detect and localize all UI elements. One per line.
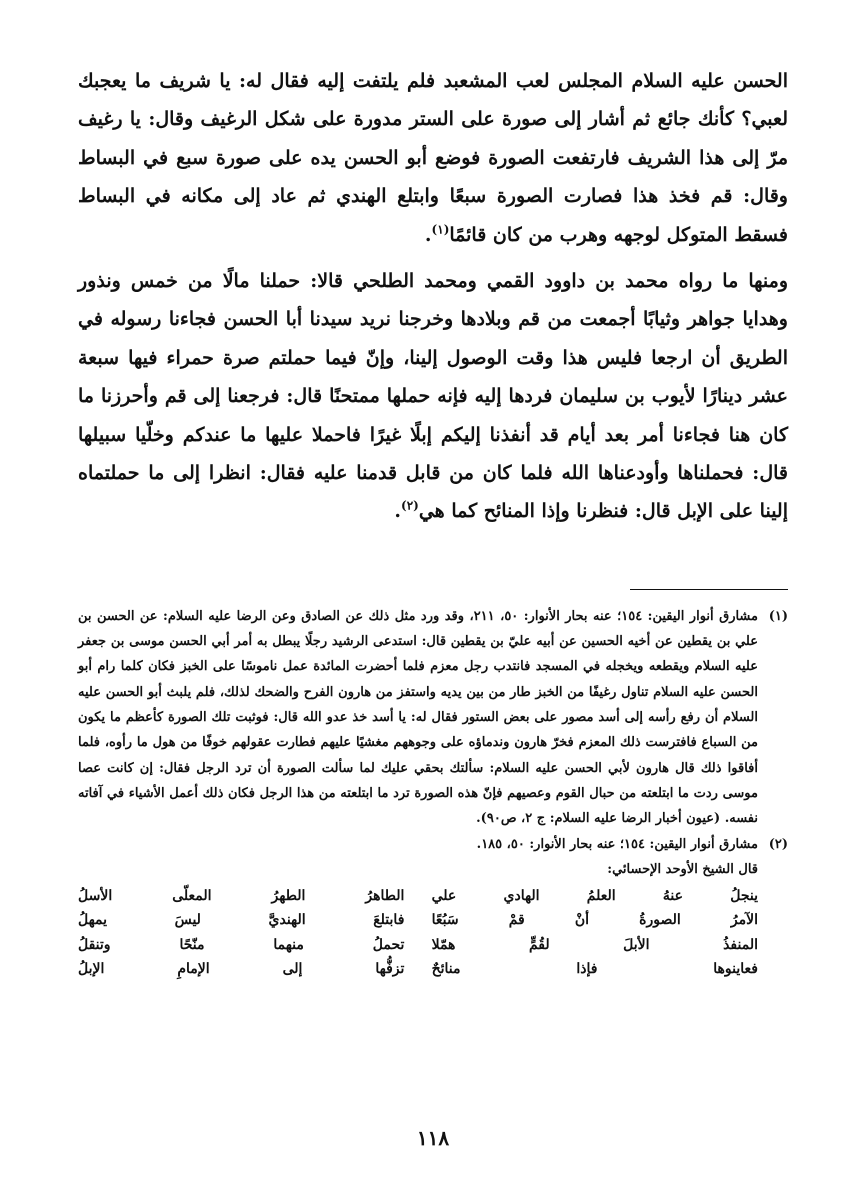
verse-4-first-hemistich: فعاينوها فإذا منائحٌ — [431, 961, 758, 978]
poem-verse-4 — [78, 957, 758, 982]
poem-verse-1 — [78, 884, 758, 909]
paragraph-1-text: الحسن عليه السلام المجلس لعب المشعبد فلم يلتفت إليه فقال له: يا شريف ما يعجبك لعبي؟ كأنك جائع ثم أشار إلى صورة على الستر مدورة على شكل الرغيف وقال: يا رغيف مرّ إلى هذا الشريف فارتفعت الصورة فوضع أبو الحسن يده على صورة سبع في البساط وقال: قم فخذ هذا فصارت الصورة سبعًا وابتلع الهندي ثم عاد إلى مكانه في البساط فسقط المتوكل لوجهه وهرب من كان قائمًا — [78, 70, 788, 246]
footnote-1-number: (١) — [768, 608, 788, 624]
poem-verse-3 — [78, 933, 758, 958]
poem-heading: قال الشيخ الأوحد الإحسائي: — [607, 861, 758, 877]
poem — [78, 884, 788, 982]
verse-1-first-hemistich: ينجلُ عنهُ العلمُ الهادي علي — [431, 887, 758, 904]
verse-2-second-hemistich: فابتلعَ الهنديَّ ليسَ يمهلُ — [78, 912, 405, 929]
footnote-2 — [78, 832, 788, 857]
poem-verse-2 — [78, 908, 758, 933]
footnote-1-text: مشارق أنوار اليقين: ١٥٤؛ عنه بحار الأنوار: ٥٠، ٢١١، وقد ورد مثل ذلك عن الصادق وعن الرضا عليه السلام: عن الحسن بن علي بن يقطين عن أخيه الحسين عن أبيه عليّ بن يقطين قال: استدعى الرشيد رجلًا يبطل به أمر أبي الحسن موسى بن جعفر عليه السلام ويقطعه ويخجله في المسجد فانتدب رجل معزم فلما أحضرت المائدة عمل ناموسًا على الخبز فكان كلما رام أبو الحسن عليه السلام تناول رغيفًا من الخبز طار من بين يديه واستفز من هارون الفرح والضحك لذلك، فلم يلبث أبو الحسن عليه السلام أن رفع رأسه إلى أسد مصور على بعض الستور فقال له: يا أسد خذ عدو الله قال: فوثبت تلك الصورة كأعظم ما يكون من السباع فافترست ذلك المعزم فخرّ هارون وندماؤه على وجوههم مغشيًا عليهم فطارت عقولهم خوفًا من هول ما رأوه، فلما أفاقوا ذلك قال هارون لأبي الحسن عليه السلام: سألتك بحقي عليك لما سألت الصورة أن ترد الرجل فقال: إن كانت عصا موسى ردت ما ابتلعته من حبال القوم وعصيهم فإنّ هذه الصورة ترد ما ابتلعته من هذا الرجل فكان ذلك أعمل الأشياء في آفاته نفسه. (عيون أخبار الرضا عليه السلام: ج ٢، ص٩٠). — [78, 608, 758, 827]
footnote-ref-1[interactable]: (١) — [431, 222, 450, 237]
footnotes — [78, 604, 788, 982]
footnote-2-number: (٢) — [768, 836, 788, 852]
verse-2-first-hemistich: الآمرُ الصورةُ أنْ قمْ سَبُعًا — [431, 912, 758, 929]
footnote-2-text: مشارق أنوار اليقين: ١٥٤؛ عنه بحار الأنوار: ٥٠، ١٨٥. — [476, 836, 758, 852]
verse-3-first-hemistich: المنفذُ الأبلَ لقُمٍّ همّلا — [431, 936, 758, 953]
verse-1-second-hemistich: الطاهرُ الطهرُ المعلّى الأسلُ — [78, 887, 405, 904]
verse-3-second-hemistich: تحملُ منهما منّحًا وتنقلُ — [78, 936, 405, 953]
paragraph-1-end: . — [424, 223, 432, 246]
footnote-1 — [78, 604, 788, 832]
footnote-separator — [630, 589, 788, 590]
paragraph-2-text: ومنها ما رواه محمد بن داوود القمي ومحمد الطلحي قالا: حملنا مالًا من خمس ونذور وهدايا جواهر وثيابًا أجمعت من قم وبلادها وخرجنا نريد سيدنا أبا الحسن فجاءنا رسوله في الطريق أن ارجعا فليس هذا وقت الوصول إلينا، وإنّ فيما حملتم صرة حمراء فيها سبعة عشر دينارًا لأيوب بن سليمان فردها إليه فإنه حملها ممتحنًا قال: فرجعنا إلى قم وأحرزنا ما كان هنا فجاءنا أمر بعد أيام قد أنفذنا إليكم إبلًا غيرًا فاحملا عليها ما عندكم وخلّيا سبيلها قال: فحملناها وأودعناها الله فلما كان من قابل قدمنا عليه فقال: انظرا إلى ما حملتماه إلينا على الإبل قال: فنظرنا وإذا المنائح كما هي — [78, 270, 788, 523]
body-paragraph-1 — [78, 62, 788, 254]
body-paragraph-2 — [78, 262, 788, 531]
footnote-ref-2[interactable]: (٢) — [401, 499, 419, 514]
verse-4-second-hemistich: تزفُّها إلى الإمامِ الإبلُ — [78, 961, 405, 978]
paragraph-2-end: . — [394, 500, 402, 523]
page-number: ١١٨ — [416, 1126, 450, 1150]
